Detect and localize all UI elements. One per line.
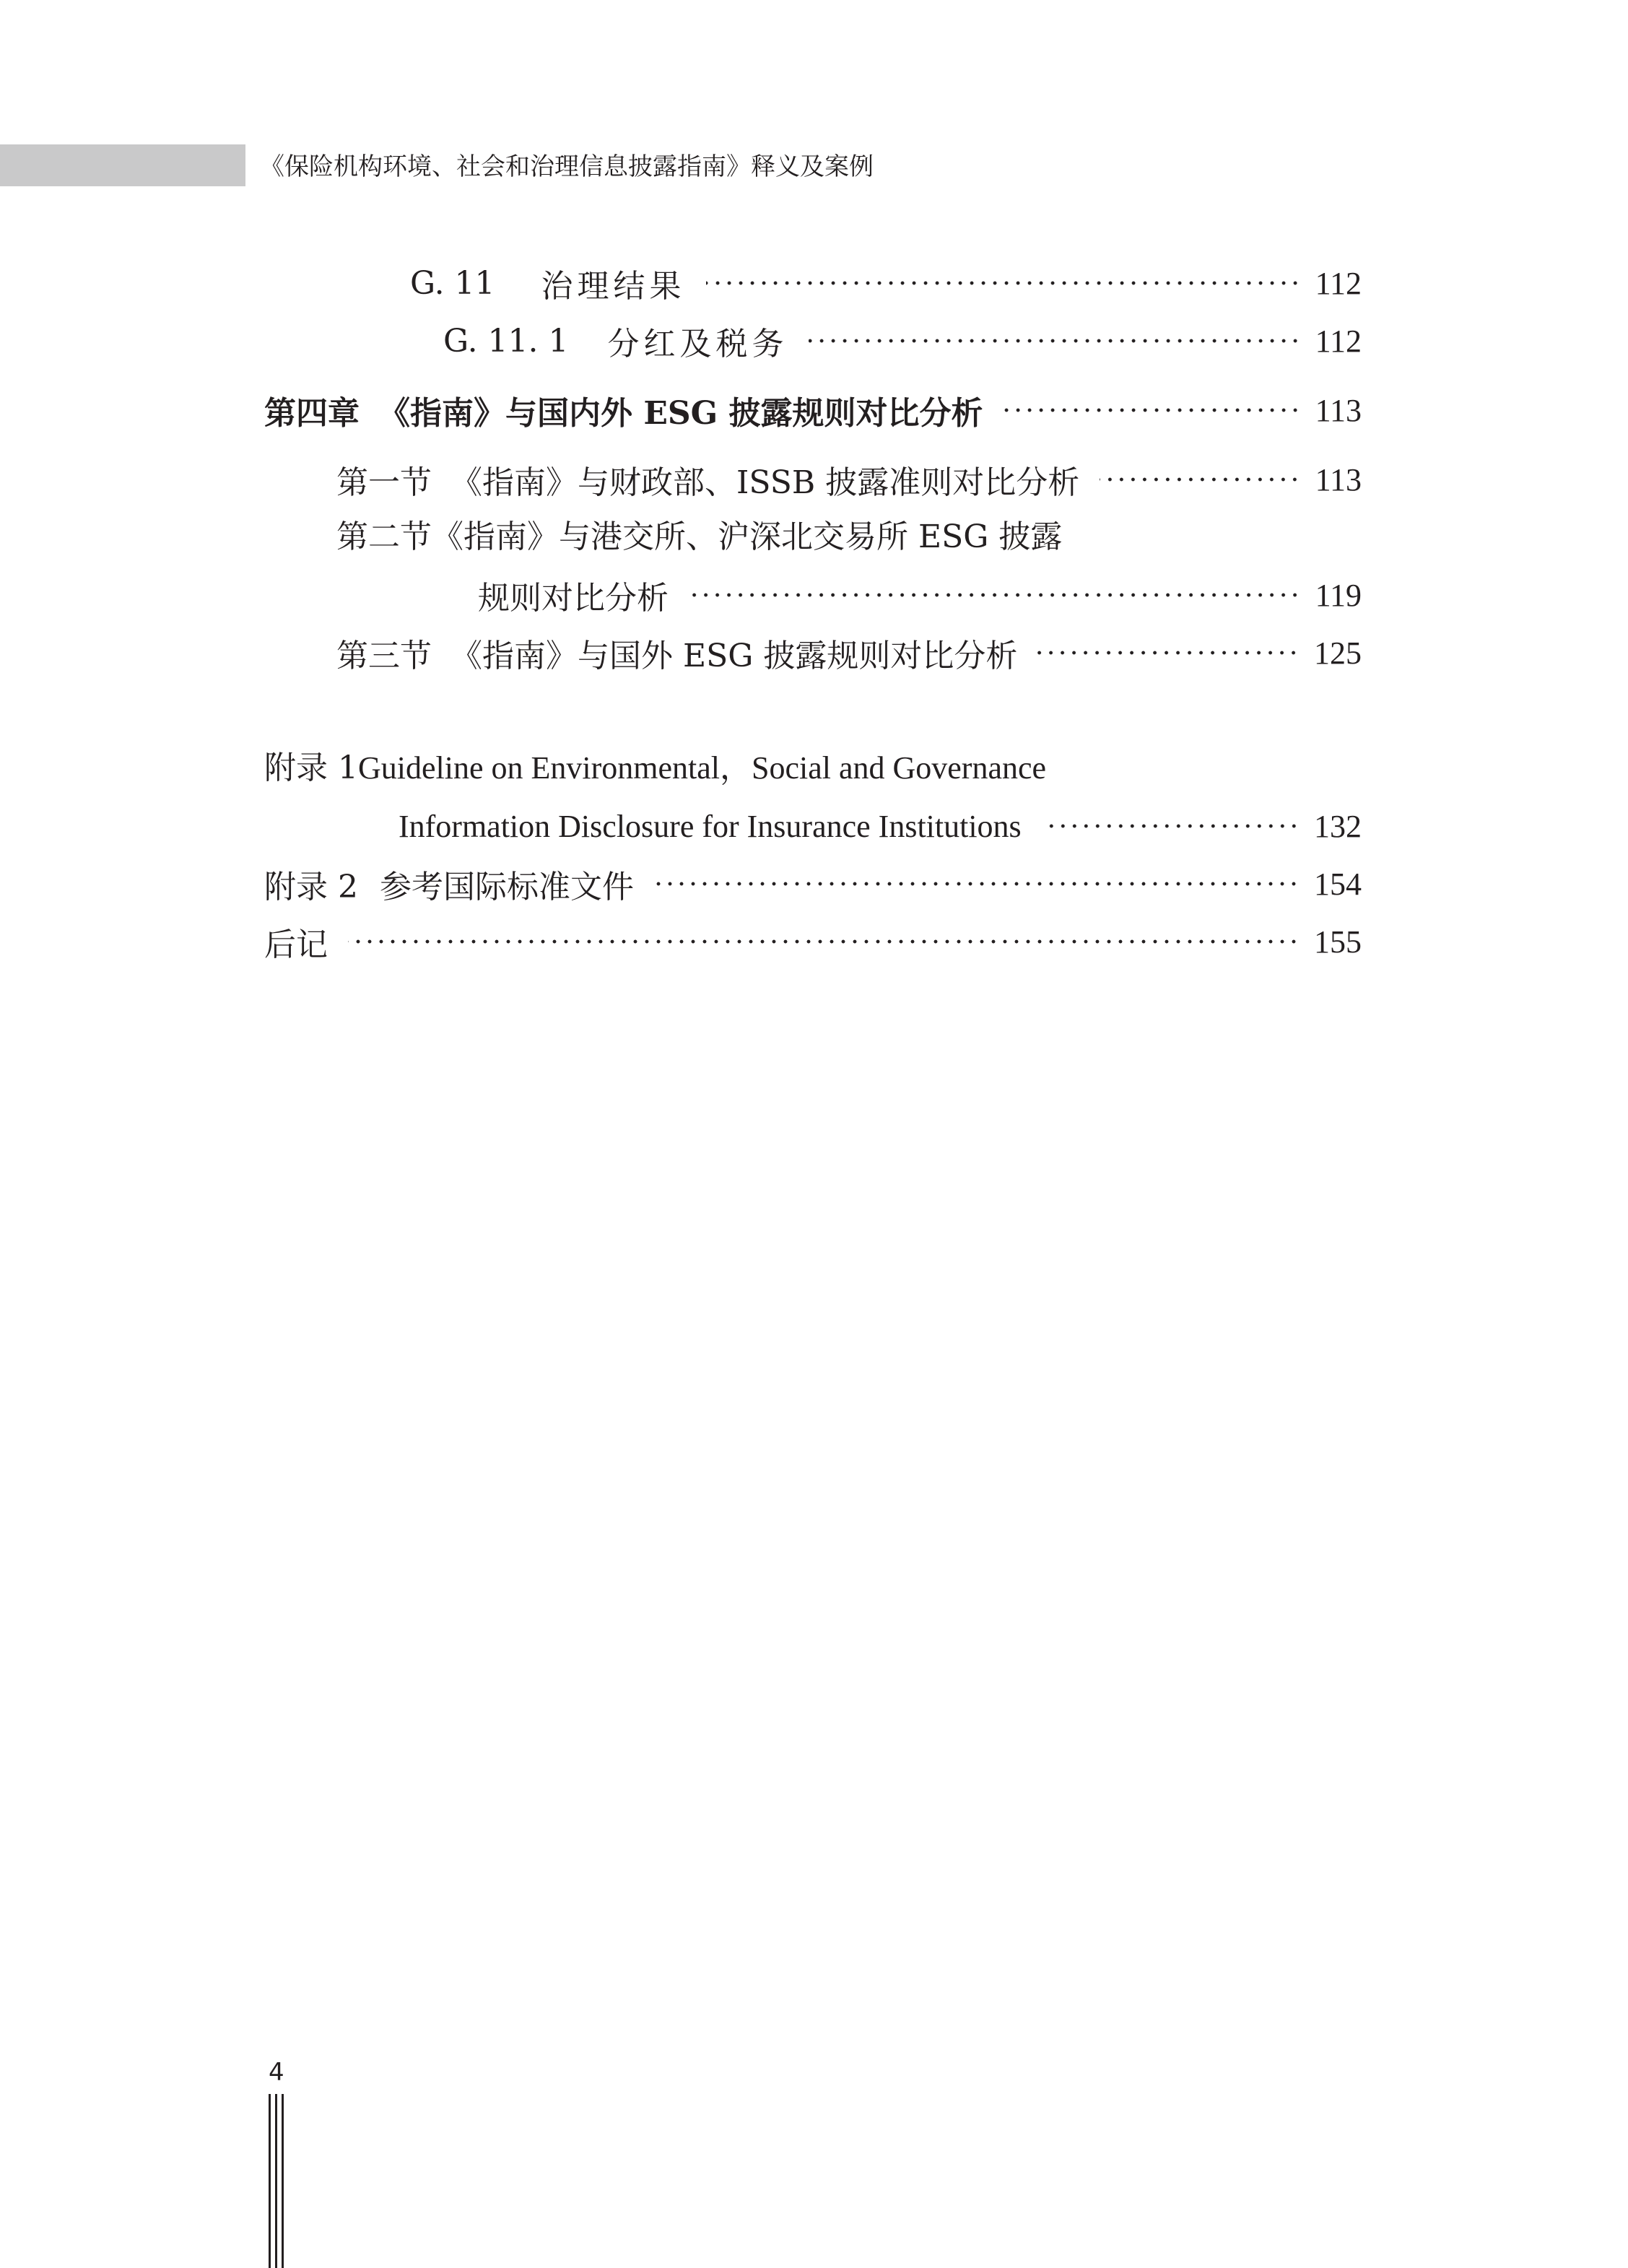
toc-entry-title: 《指南》与国外 ESG 披露规则对比分析 <box>450 638 1018 674</box>
dot-leader <box>1100 458 1300 501</box>
running-header-title: 《保险机构环境、社会和治理信息披露指南》释义及案例 <box>260 152 874 181</box>
toc-entry-section-1[interactable] <box>336 458 1362 501</box>
toc-page-number: 112 <box>1315 323 1362 359</box>
page-number: 4 <box>269 2058 284 2087</box>
toc-entry-title-line-1: Guideline on Environmental，Social and Governance <box>357 750 1047 786</box>
toc-page-number: 155 <box>1314 924 1362 960</box>
dot-leader <box>706 261 1301 305</box>
toc-page-number: 154 <box>1314 866 1362 902</box>
toc-entry-appendix-1-line-2[interactable] <box>399 804 1362 848</box>
toc-entry-number: G. 11 <box>410 264 495 302</box>
toc-entry-section-2-line-1[interactable] <box>336 516 1062 559</box>
toc-entry-title-line-2: Information Disclosure for Insurance Institutions <box>399 808 1022 844</box>
toc-entry-number: 附录 2 <box>264 869 358 905</box>
toc-page-number: 119 <box>1315 577 1362 613</box>
toc-entry-number: 第二节 <box>336 518 432 555</box>
toc-entry-appendix-2[interactable] <box>264 862 1362 905</box>
toc-entry-title: 后记 <box>264 926 328 963</box>
toc-entry-number: 附录 1 <box>264 750 358 786</box>
dot-leader <box>809 319 1301 362</box>
dot-leader <box>1042 804 1300 848</box>
toc-entry-number: 第三节 <box>336 638 432 674</box>
toc-page-number: 112 <box>1315 265 1362 301</box>
toc-entry-title: 分红及税务 <box>607 326 788 362</box>
toc-entry-chapter-4[interactable] <box>264 388 1362 432</box>
toc-entry-section-2-line-2[interactable] <box>478 573 1362 617</box>
folio-rules <box>269 2094 295 2268</box>
toc-entry-title: 治理结果 <box>541 268 686 305</box>
toc-entry-title-line-2: 规则对比分析 <box>478 580 669 617</box>
toc-page-number: 113 <box>1315 461 1362 498</box>
dot-leader <box>689 573 1301 617</box>
dot-leader <box>348 920 1300 963</box>
toc-entry-section-3[interactable] <box>336 631 1362 674</box>
dot-leader <box>1004 388 1301 432</box>
toc-page-number: 125 <box>1314 635 1362 671</box>
toc-entry-g11[interactable] <box>410 261 1362 305</box>
toc-entry-number: G. 11. 1 <box>443 322 569 360</box>
toc-entry-appendix-1-line-1[interactable] <box>264 747 1046 790</box>
toc-entry-title: 参考国际标准文件 <box>379 869 634 905</box>
toc-entry-title: 《指南》与国内外 ESG 披露规则对比分析 <box>378 395 983 432</box>
table-of-contents <box>0 0 1628 1011</box>
toc-entry-afterword[interactable] <box>264 920 1362 963</box>
toc-page-number: 132 <box>1314 808 1362 844</box>
toc-page-number: 113 <box>1315 392 1362 428</box>
toc-entry-g11-1[interactable] <box>443 319 1362 362</box>
toc-entry-number: 第一节 <box>336 464 432 501</box>
toc-entry-title: 《指南》与财政部、ISSB 披露准则对比分析 <box>450 464 1080 501</box>
toc-entry-number: 第四章 <box>264 395 360 432</box>
toc-entry-title-line-1: 《指南》与港交所、沪深北交易所 ESG 披露 <box>432 518 1063 555</box>
dot-leader <box>1037 631 1300 674</box>
dot-leader <box>654 862 1300 905</box>
